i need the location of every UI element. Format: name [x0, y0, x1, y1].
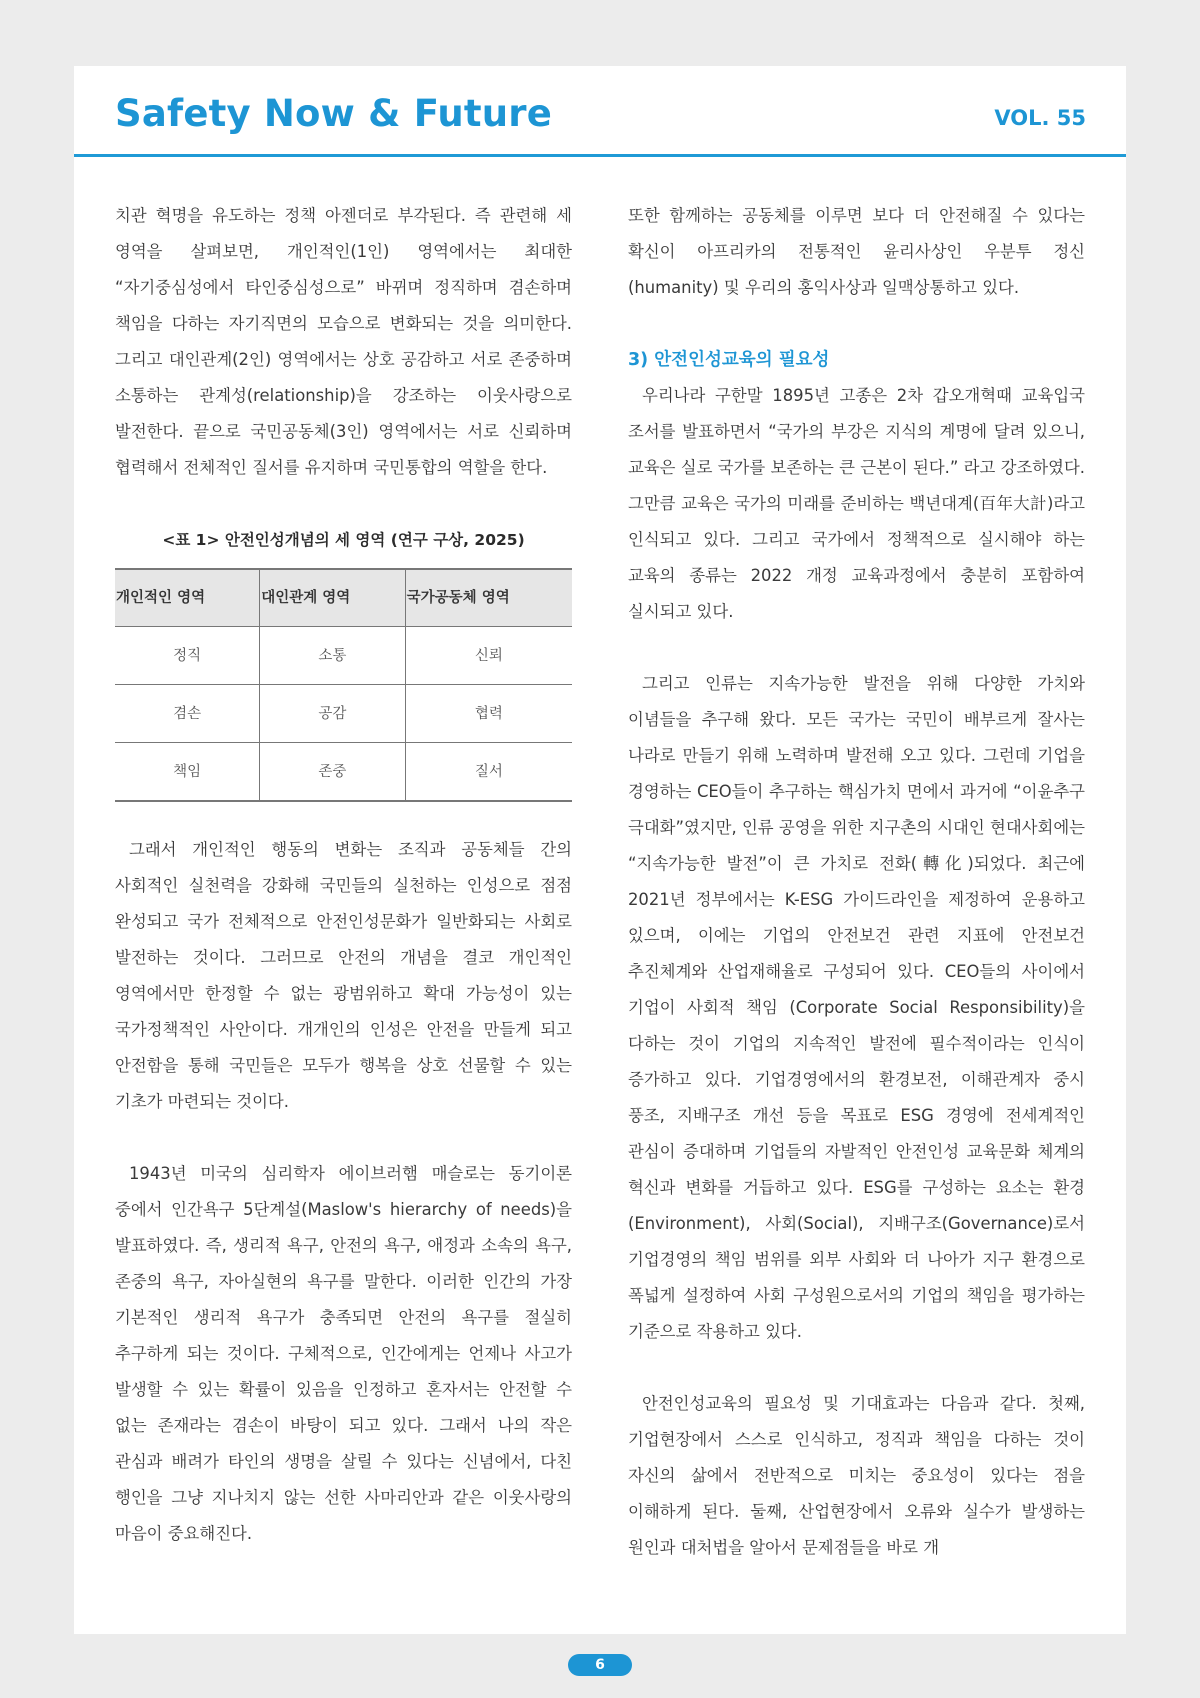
- publication-title: Safety Now & Future: [115, 92, 553, 135]
- table-cell: 협력: [405, 685, 572, 743]
- table-cell: 소통: [260, 627, 405, 685]
- left-column: [115, 198, 572, 1552]
- page-header: [74, 66, 1126, 157]
- table-cell: 책임: [115, 743, 260, 802]
- table-cell: 공감: [260, 685, 405, 743]
- table-cell: 겸손: [115, 685, 260, 743]
- table-header-row: [115, 569, 572, 627]
- paragraph: 그리고 인류는 지속가능한 발전을 위해 다양한 가치와 이념들을 추구해 왔다. 모든 국가는 국민이 배부르게 잘사는 나라로 만들기 위해 노력하며 발전해 오고 있다. 그런데 기업을 경영하는 CEO들이 추구하는 핵심가치 면에서 과거에 “이윤추구 극대화”였지만, 인류 공영을 위한 지구촌의 시대인 현대사회에는 “지속가능한 발전”이 큰 가치로 전화(轉化)되었다. 최근에 2021년 정부에서는 K-ESG 가이드라인을 제정하여 운용하고 있으며, 이에는 기업의 안전보건 관련 지표에 안전보건 추진체계와 산업재해율로 구성되어 있다. CEO들의 사이에서 기업이 사회적 책임 (Corporate Social Responsibility)을 다하는 것이 기업의 지속적인 발전에 필수적이라는 인식이 증가하고 있다. 기업경영에서의 환경보전, 이해관계자 중시 풍조, 지배구조 개선 등을 목표로 ESG 경영에 전세계적인 관심이 증대하며 기업들의 자발적인 안전인성 교육문화 체계의 혁신과 변화를 거듭하고 있다. ESG를 구성하는 요소는 환경(Environment), 사회(Social), 지배구조(Governance)로서 기업경영의 책임 범위를 외부 사회와 더 나아가 지구 환경으로 폭넓게 설정하여 사회 구성원으로서의 기업의 책임을 평가하는 기준으로 작용하고 있다.: [628, 674, 1085, 1341]
- paragraph: 치관 혁명을 유도하는 정책 아젠더로 부각된다. 즉 관련해 세 영역을 살펴보면, 개인적인(1인) 영역에서는 최대한 “자기중심성에서 타인중심성으로” 바뀌며 정직하며 겸손하며 책임을 다하는 자기직면의 모습으로 변화되는 것을 의미한다. 그리고 대인관계(2인) 영역에서는 상호 공감하고 서로 존중하며 소통하는 관계성(relationship)을 강조하는 이웃사랑으로 발전한다. 끝으로 국민공동체(3인) 영역에서는 서로 신뢰하며 협력해서 전체적인 질서를 유지하며 국민통합의 역할을 한다.: [115, 206, 572, 477]
- document-page: [74, 66, 1126, 1634]
- paragraph: 1943년 미국의 심리학자 에이브러햄 매슬로는 동기이론 중에서 인간욕구 5단계설(Maslow's hierarchy of needs)을 발표하였다. 즉, 생리적 욕구, 안전의 욕구, 애정과 소속의 욕구, 존중의 욕구, 자아실현의 욕구를 말한다. 이러한 인간의 가장 기본적인 생리적 욕구가 충족되면 안전의 욕구를 절실히 추구하게 되는 것이다. 구체적으로, 인간에게는 언제나 사고가 발생할 수 있는 확률이 있음을 인정하고 혼자서는 안전할 수 없는 존재라는 겸손이 바탕이 되고 있다. 그래서 나의 작은 관심과 배려가 타인의 생명을 살릴 수 있다는 신념에서, 다친 행인을 그냥 지나치지 않는 선한 사마리안과 같은 이웃사랑의 마음이 중요해진다.: [115, 1164, 572, 1543]
- right-column: [628, 198, 1085, 1566]
- table-header-cell: 대인관계 영역: [260, 569, 405, 627]
- page-number-badge: 6: [568, 1654, 632, 1676]
- table-cell: 신뢰: [405, 627, 572, 685]
- volume-number: VOL. 55: [994, 106, 1086, 130]
- paragraph: 우리나라 구한말 1895년 고종은 2차 갑오개혁때 교육입국 조서를 발표하면서 “국가의 부강은 지식의 계명에 달려 있으니, 교육은 실로 국가를 보존하는 큰 근본이 된다.” 라고 강조하였다. 그만큼 교육은 국가의 미래를 준비하는 백년대계(百年大計)라고 인식되고 있다. 그리고 국가에서 정책적으로 실시해야 하는 교육의 종류는 2022 개정 교육과정에서 충분히 포함하여 실시되고 있다.: [628, 386, 1085, 621]
- table-row: [115, 627, 572, 685]
- table-row: [115, 685, 572, 743]
- table-cell: 존중: [260, 743, 405, 802]
- concept-table: [115, 568, 572, 802]
- paragraph: 그래서 개인적인 행동의 변화는 조직과 공동체들 간의 사회적인 실천력을 강화해 국민들의 실천하는 인성으로 점점 완성되고 국가 전체적으로 안전인성문화가 일반화되는 사회로 발전하는 것이다. 그러므로 안전의 개념을 결코 개인적인 영역에서만 한정할 수 없는 광범위하고 확대 가능성이 있는 국가정책적인 사안이다. 개개인의 인성은 안전을 만들게 되고 안전함을 통해 국민들은 모두가 행복을 상호 선물할 수 있는 기초가 마련되는 것이다.: [115, 840, 572, 1111]
- table-caption: <표 1> 안전인성개념의 세 영역 (연구 구상, 2025): [162, 531, 525, 549]
- table-cell: 질서: [405, 743, 572, 802]
- section-heading: 3) 안전인성교육의 필요성: [628, 350, 830, 370]
- paragraph: 또한 함께하는 공동체를 이루면 보다 더 안전해질 수 있다는 확신이 아프리카의 전통적인 윤리사상인 우분투 정신(humanity) 및 우리의 홍익사상과 일맥상통하고 있다.: [628, 206, 1085, 297]
- table-cell: 정직: [115, 627, 260, 685]
- paragraph: 안전인성교육의 필요성 및 기대효과는 다음과 같다. 첫째, 기업현장에서 스스로 인식하고, 정직과 책임을 다하는 것이 자신의 삶에서 전반적으로 미치는 중요성이 있다는 점을 이해하게 된다. 둘째, 산업현장에서 오류와 실수가 발생하는 원인과 대처법을 알아서 문제점들을 바로 개: [628, 1394, 1085, 1557]
- table-header-cell: 개인적인 영역: [115, 569, 260, 627]
- table-header-cell: 국가공동체 영역: [405, 569, 572, 627]
- table-row: [115, 743, 572, 802]
